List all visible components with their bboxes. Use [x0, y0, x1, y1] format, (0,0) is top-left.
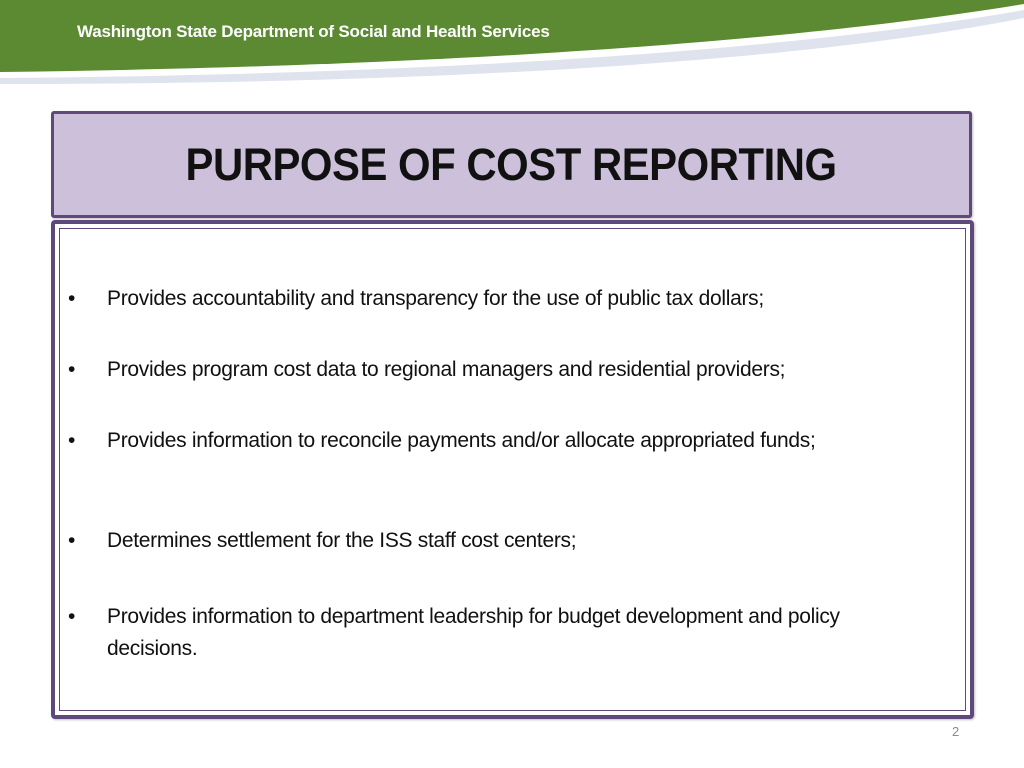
- bullet-marker: •: [68, 429, 76, 452]
- bullet-text: Determines settlement for the ISS staff cost centers;: [107, 529, 577, 552]
- slide-title: PURPOSE OF COST REPORTING: [185, 138, 838, 190]
- bullet-text: Provides program cost data to regional managers and residential providers;: [107, 358, 786, 381]
- bullet-marker: •: [68, 529, 76, 552]
- content-panel-inner: [59, 228, 966, 711]
- bullet-item: [60, 356, 920, 384]
- content-panel: [51, 220, 974, 719]
- bullet-marker: •: [68, 287, 76, 310]
- bullet-item: [60, 601, 920, 665]
- bullet-text: Provides accountability and transparency for the use of public tax dollars;: [107, 287, 764, 310]
- bullet-marker: •: [68, 358, 76, 381]
- bullet-item: [60, 527, 920, 555]
- slide-title-box: [51, 111, 972, 218]
- bullet-text: Provides information to reconcile payments and/or allocate appropriated funds;: [107, 429, 816, 452]
- organization-name: Washington State Department of Social and Health Services: [77, 22, 550, 41]
- bullet-marker: •: [68, 605, 76, 628]
- header-banner: [0, 0, 1024, 100]
- page-number: 2: [952, 724, 960, 739]
- bullet-item: [60, 427, 920, 455]
- banner-swoosh-graphic: [0, 0, 1024, 100]
- bullet-item: [60, 285, 920, 313]
- bullet-text: Provides information to department leadership for budget development and policy decisions.: [107, 605, 840, 660]
